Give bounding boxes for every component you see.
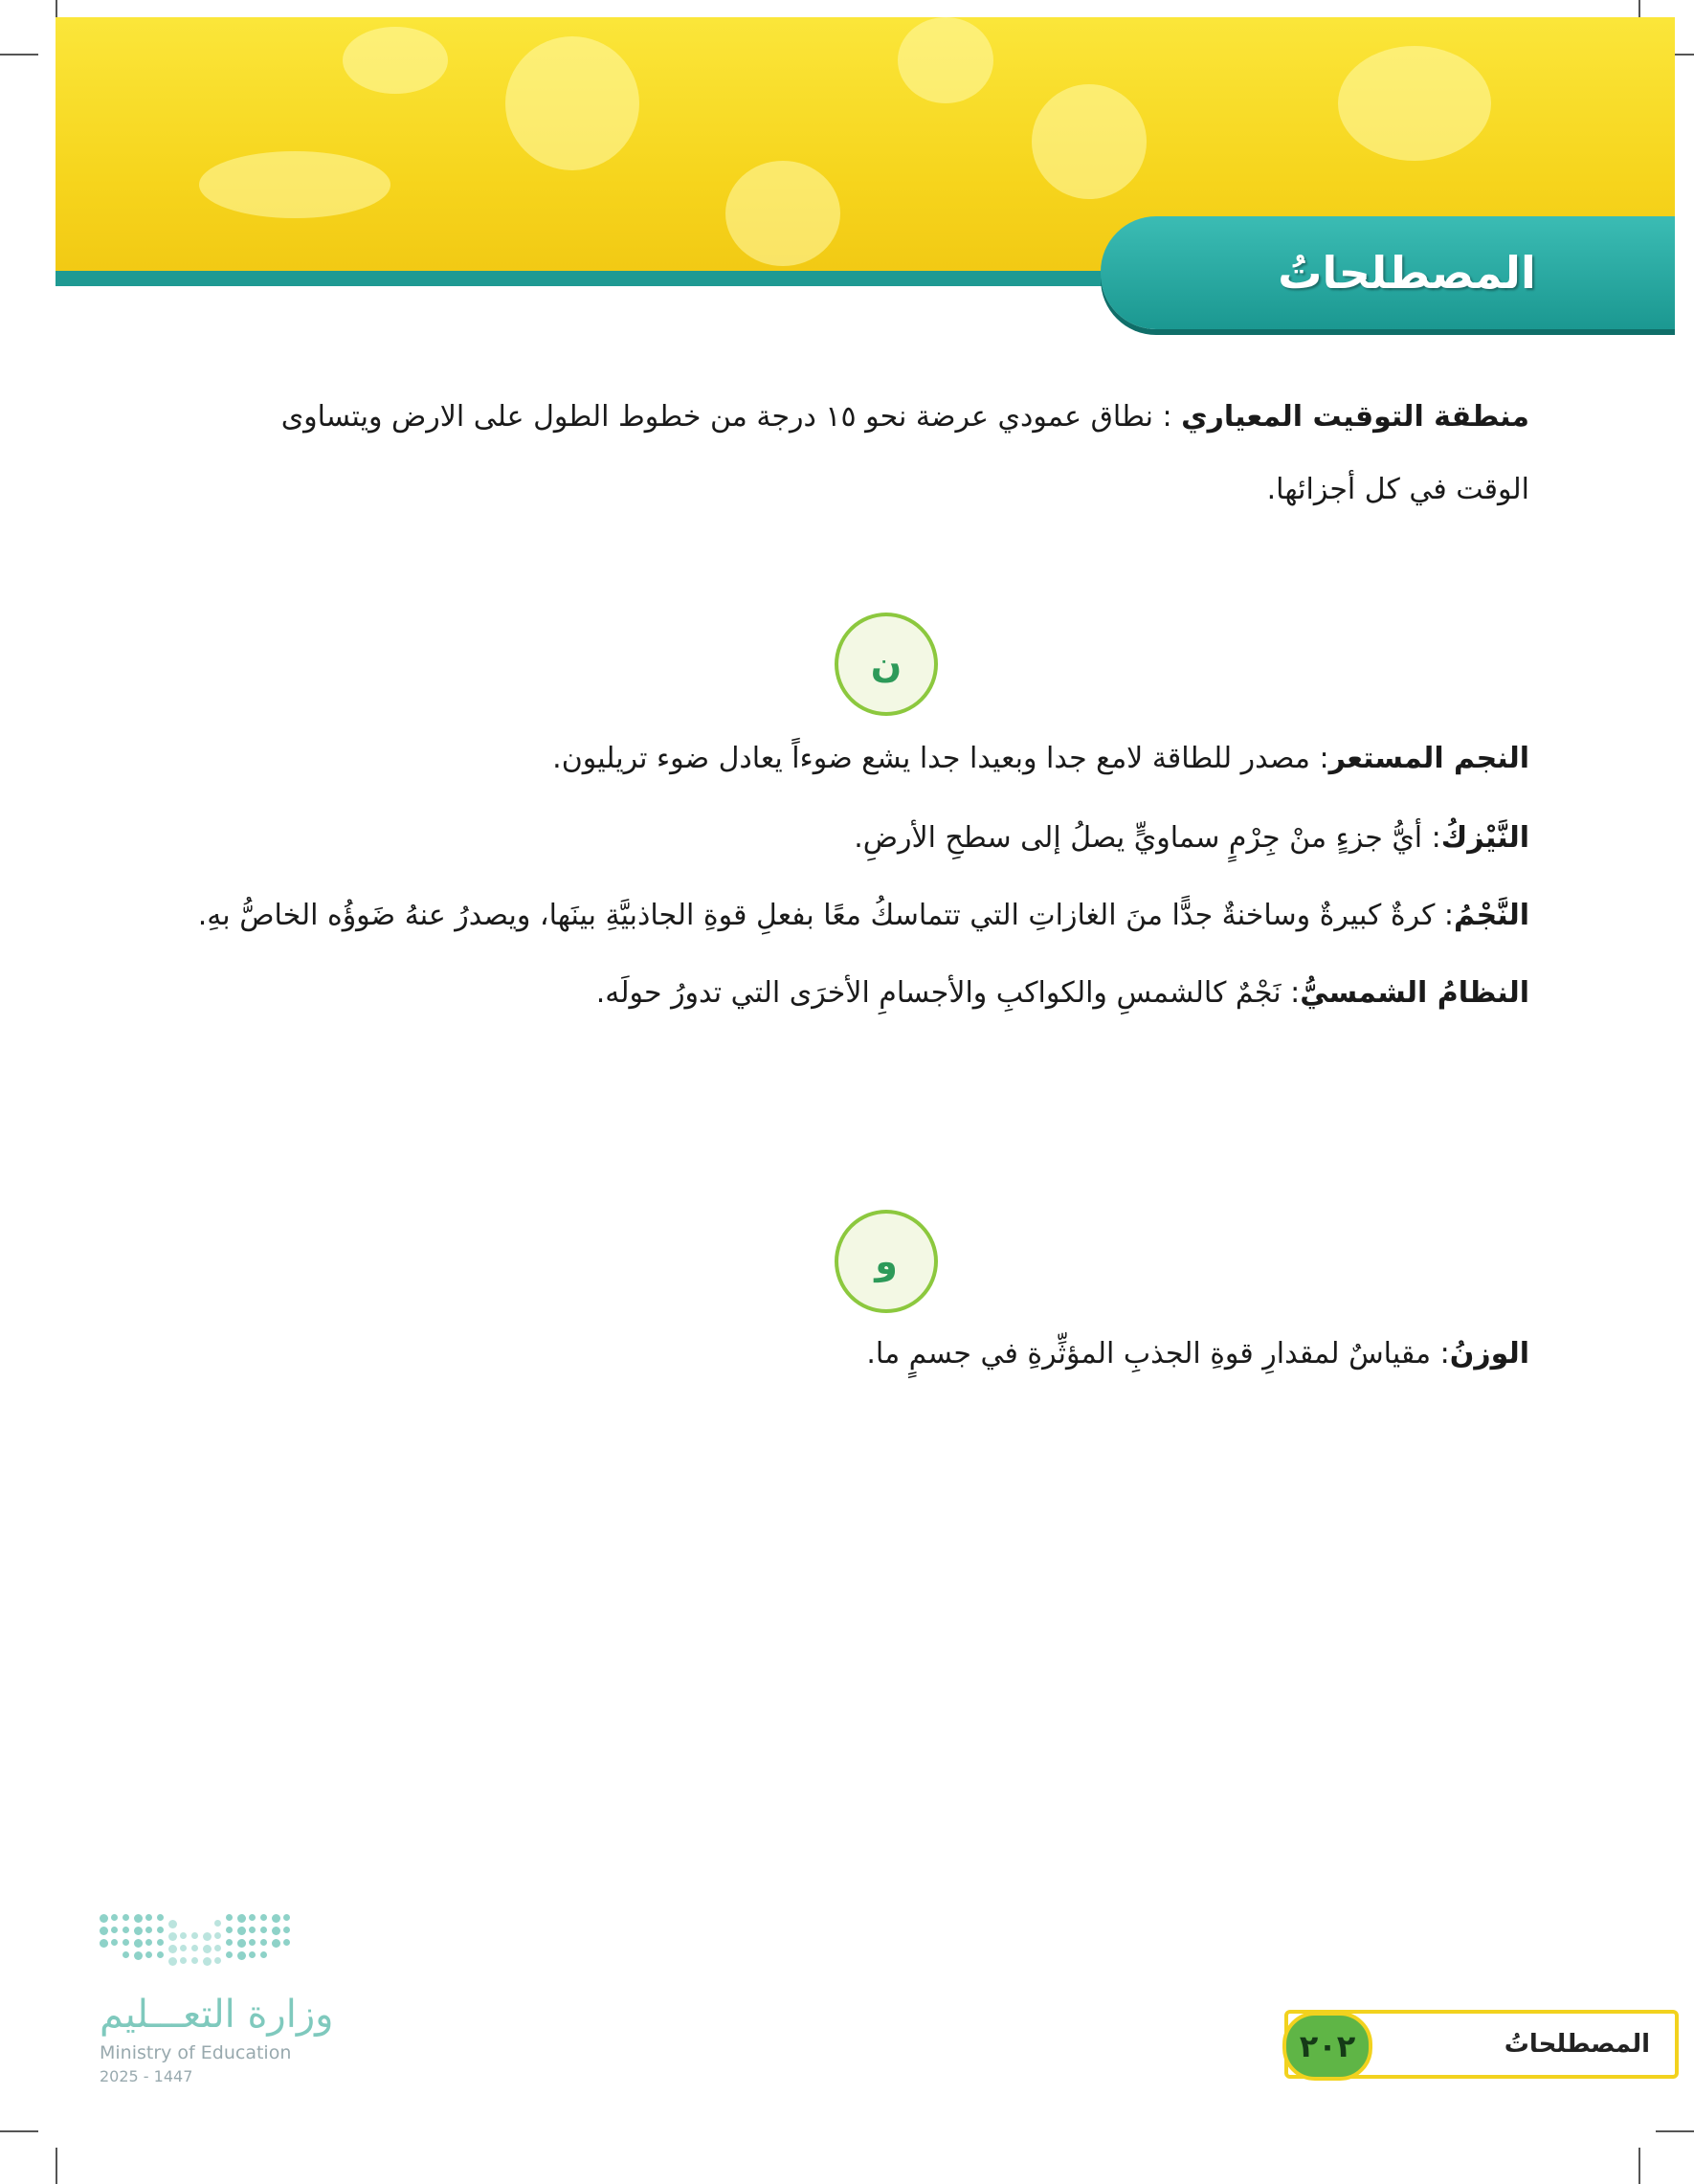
footer-label: المصطلحاتُ <box>1504 2030 1650 2059</box>
page-number: ٢٠٢ <box>1299 2028 1356 2064</box>
logo-dot <box>100 1914 108 1923</box>
logo-dot <box>157 1951 164 1958</box>
logo-dot <box>111 1927 118 1933</box>
decor-blob <box>1338 46 1491 161</box>
logo-dot <box>226 1927 233 1933</box>
logo-dot <box>134 1914 143 1923</box>
term-name: النَّيْزكُ <box>1440 821 1529 855</box>
decor-blob <box>343 27 448 94</box>
logo-dot <box>168 1945 177 1953</box>
decor-blob <box>898 17 993 103</box>
logo-dot <box>145 1939 152 1946</box>
glossary-item <box>552 735 1529 783</box>
logo-dot <box>237 1914 246 1923</box>
logo-dot <box>272 1939 280 1948</box>
glossary-item <box>596 969 1529 1017</box>
page-title: المصطلحاتُ <box>1278 247 1536 299</box>
ministry-name-arabic: وزارة التعـــليم <box>100 1993 334 2037</box>
ministry-name-english: Ministry of Education <box>100 2042 292 2063</box>
logo-dot <box>100 1939 108 1948</box>
logo-dot <box>237 1939 246 1948</box>
crop-mark <box>56 2148 57 2184</box>
section-letter-badge <box>835 613 938 716</box>
logo-dot <box>214 1957 221 1964</box>
title-tab <box>1101 216 1675 329</box>
logo-dot <box>214 1920 221 1927</box>
logo-dot <box>157 1914 164 1921</box>
decor-blob <box>199 151 390 218</box>
logo-dot <box>134 1939 143 1948</box>
logo-dot <box>272 1927 280 1935</box>
logo-dot <box>180 1932 187 1939</box>
glossary-item <box>198 892 1529 940</box>
logo-dot <box>214 1945 221 1951</box>
logo-dot <box>203 1932 212 1941</box>
logo-dot <box>272 1914 280 1923</box>
term-name: النجم المستعر <box>1328 742 1529 775</box>
section-letter-badge <box>835 1210 938 1313</box>
logo-dot <box>145 1927 152 1933</box>
logo-dot <box>283 1939 290 1946</box>
section-letter: ن <box>870 643 903 685</box>
logo-dot <box>168 1920 177 1928</box>
term-name: النَّجْمُ <box>1454 899 1529 932</box>
logo-dot <box>226 1939 233 1946</box>
logo-dot <box>145 1914 152 1921</box>
logo-dot <box>157 1927 164 1933</box>
logo-dot <box>249 1927 256 1933</box>
logo-dot <box>203 1957 212 1966</box>
logo-dot <box>191 1957 198 1964</box>
logo-dot <box>123 1939 129 1946</box>
logo-dot <box>214 1932 221 1939</box>
logo-dot <box>249 1939 256 1946</box>
crop-mark <box>0 54 38 56</box>
logo-dot <box>260 1914 267 1921</box>
term-definition: : نطاق عمودي عرضة نحو ١٥ درجة من خطوط الطول على الارض ويتساوى الوقت في كل أجزائها. <box>280 400 1529 506</box>
term-definition: : كرةٌ كبيرةٌ وساخنةٌ جدًّا منَ الغازاتِ التي تتماسكُ معًا بفعلِ قوةِ الجاذبيَّةِ بينَها، ويصدرُ عنهُ ضَوؤُه الخاصُّ بهِ. <box>197 899 1455 932</box>
glossary-item <box>866 1330 1529 1378</box>
term-name: النظامُ الشمسيُّ <box>1300 976 1529 1010</box>
logo-dot <box>145 1951 152 1958</box>
logo-dot <box>249 1951 256 1958</box>
logo-dot <box>237 1951 246 1960</box>
decor-blob <box>505 36 639 170</box>
logo-dot <box>180 1945 187 1951</box>
logo-dot <box>100 1927 108 1935</box>
logo-dot <box>226 1914 233 1921</box>
logo-dot <box>168 1932 177 1941</box>
logo-dot <box>123 1927 129 1933</box>
logo-dot <box>111 1939 118 1946</box>
header-rule <box>56 271 1147 286</box>
logo-dot <box>157 1939 164 1946</box>
crop-mark <box>1656 2130 1694 2132</box>
intro-definition <box>244 381 1529 526</box>
logo-dot <box>180 1957 187 1964</box>
footer-tab <box>1284 2010 1679 2079</box>
logo-dot <box>134 1951 143 1960</box>
logo-dot <box>111 1914 118 1921</box>
logo-dot <box>168 1957 177 1966</box>
edition-year: 2025 - 1447 <box>100 2067 193 2085</box>
term-name: الوزنُ <box>1449 1337 1529 1371</box>
page-number-badge <box>1282 2012 1372 2081</box>
logo-dot <box>191 1945 198 1951</box>
logo-dot <box>123 1914 129 1921</box>
logo-dot <box>260 1927 267 1933</box>
crop-mark <box>0 2130 38 2132</box>
logo-dot <box>283 1927 290 1933</box>
term-name: منطقة التوقيت المعياري <box>1181 400 1529 434</box>
logo-dot <box>260 1951 267 1958</box>
decor-blob <box>1032 84 1147 199</box>
logo-dot <box>123 1951 129 1958</box>
term-definition: : مصدر للطاقة لامع جدا وبعيدا جدا يشع ضوءاً يعادل ضوء تريليون. <box>552 742 1329 775</box>
logo-dot <box>226 1951 233 1958</box>
logo-dot <box>249 1914 256 1921</box>
crop-mark <box>1638 2148 1640 2184</box>
decor-blob <box>725 161 840 266</box>
logo-dot <box>134 1927 143 1935</box>
logo-dot <box>283 1914 290 1921</box>
term-definition: : نَجْمٌ كالشمسِ والكواكبِ والأجسامِ الأخرَى التي تدورُ حولَه. <box>595 976 1301 1010</box>
term-definition: : أيُّ جزءٍ منْ جِرْمٍ سماويٍّ يصلُ إلى سطحِ الأرضِ. <box>854 821 1441 855</box>
logo-dot <box>237 1927 246 1935</box>
logo-dot <box>203 1945 212 1953</box>
term-definition: : مقياسٌ لمقدارِ قوةِ الجذبِ المؤثِّرةِ في جسمٍ ما. <box>866 1337 1450 1371</box>
logo-dot <box>260 1939 267 1946</box>
section-letter: و <box>875 1240 898 1282</box>
logo-dot <box>191 1932 198 1939</box>
glossary-item <box>854 814 1529 862</box>
